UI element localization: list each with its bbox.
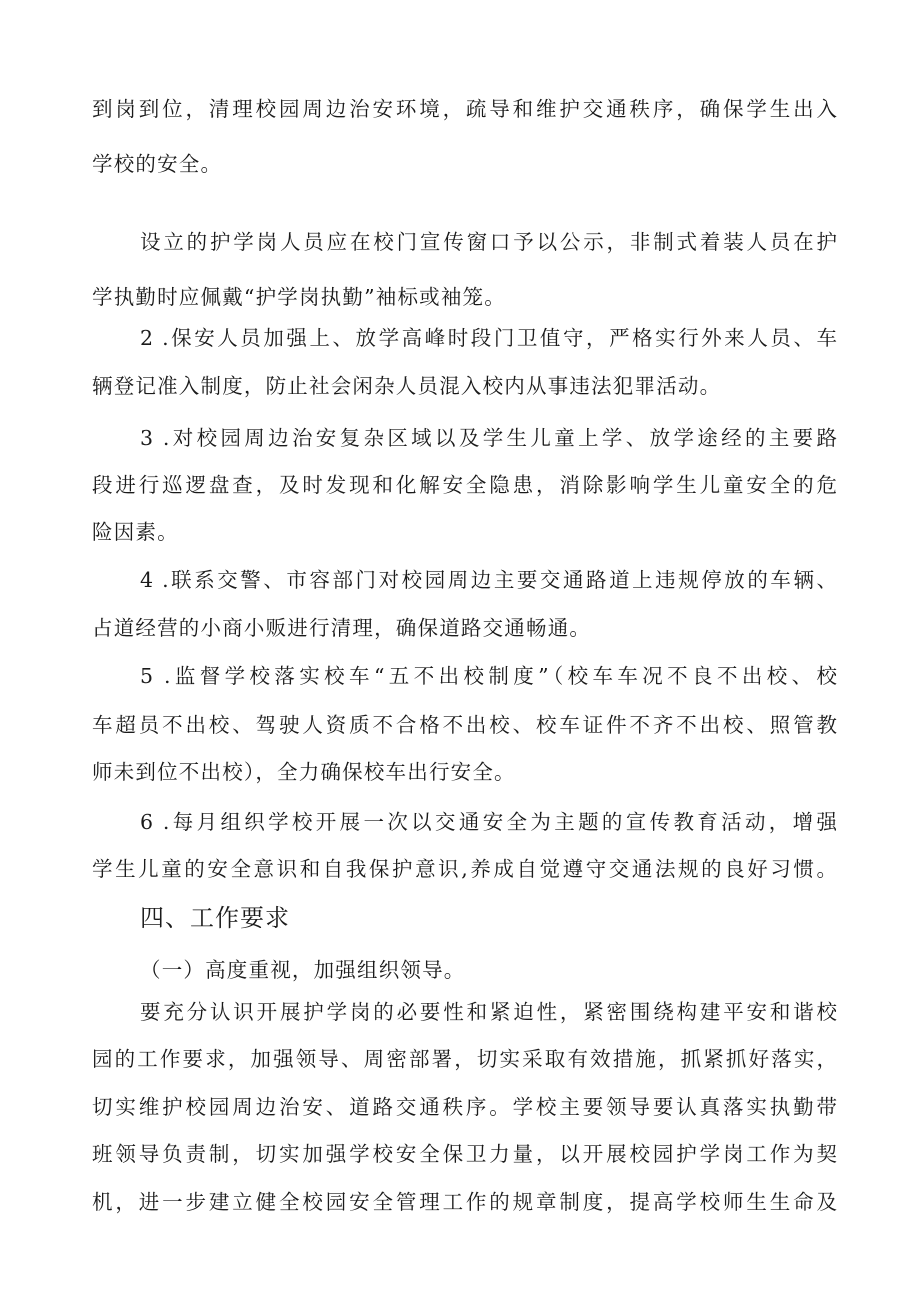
text-line: 险因素。 <box>92 520 179 544</box>
text-line: 2 .保安人员加强上、放学高峰时段门卫值守，严格实行外来人员、车 <box>140 326 837 350</box>
text-line: 园的工作要求，加强领导、周密部署，切实采取有效措施，抓紧抓好落实， <box>92 1047 837 1071</box>
text-line: 要充分认识开展护学岗的必要性和紧迫性，紧密围绕构建平安和谐校 <box>140 1000 837 1024</box>
text-line: 机，进一步建立健全校园安全管理工作的规章制度，提高学校师生生命及 <box>92 1190 837 1214</box>
text-line: 辆登记准入制度，防止社会闲杂人员混入校内从事违法犯罪活动。 <box>92 374 722 398</box>
text-line: 占道经营的小商小贩进行清理，确保道路交通畅通。 <box>92 616 592 640</box>
text-line: 学执勤时应佩戴“护学岗执勤”袖标或袖笼。 <box>92 285 506 309</box>
text-line: 班领导负责制，切实加强学校安全保卫力量，以开展校园护学岗工作为契 <box>92 1142 837 1166</box>
text-line: 学校的安全。 <box>92 152 223 176</box>
subsection-heading: （一）高度重视，加强组织领导。 <box>140 958 466 982</box>
text-line: 师未到位不出校），全力确保校车出行安全。 <box>92 760 516 784</box>
text-line: 5 .监督学校落实校车“五不出校制度”（校车车况不良不出校、校 <box>140 664 837 688</box>
section-heading: 四、工作要求 <box>140 904 290 932</box>
text-line: 学生儿童的安全意识和自我保护意识,养成自觉遵守交通法规的良好习惯。 <box>92 857 837 881</box>
text-line: 3 .对校园周边治安复杂区域以及学生儿童上学、放学途经的主要路 <box>140 426 837 450</box>
text-line: 车超员不出校、驾驶人资质不合格不出校、校车证件不齐不出校、照管教 <box>92 713 837 737</box>
text-line: 设立的护学岗人员应在校门宣传窗口予以公示，非制式着装人员在护 <box>140 230 837 254</box>
text-line: 到岗到位，清理校园周边治安环境，疏导和维护交通秩序，确保学生出入 <box>92 97 837 121</box>
text-line: 段进行巡逻盘查，及时发现和化解安全隐患，消除影响学生儿童安全的危 <box>92 473 837 497</box>
text-line: 切实维护校园周边治安、道路交通秩序。学校主要领导要认真落实执勤带 <box>92 1095 837 1119</box>
text-line: 6 .每月组织学校开展一次以交通安全为主题的宣传教育活动，增强 <box>140 810 837 834</box>
text-line: 4 .联系交警、市容部门对校园周边主要交通路道上违规停放的车辆、 <box>140 568 837 592</box>
